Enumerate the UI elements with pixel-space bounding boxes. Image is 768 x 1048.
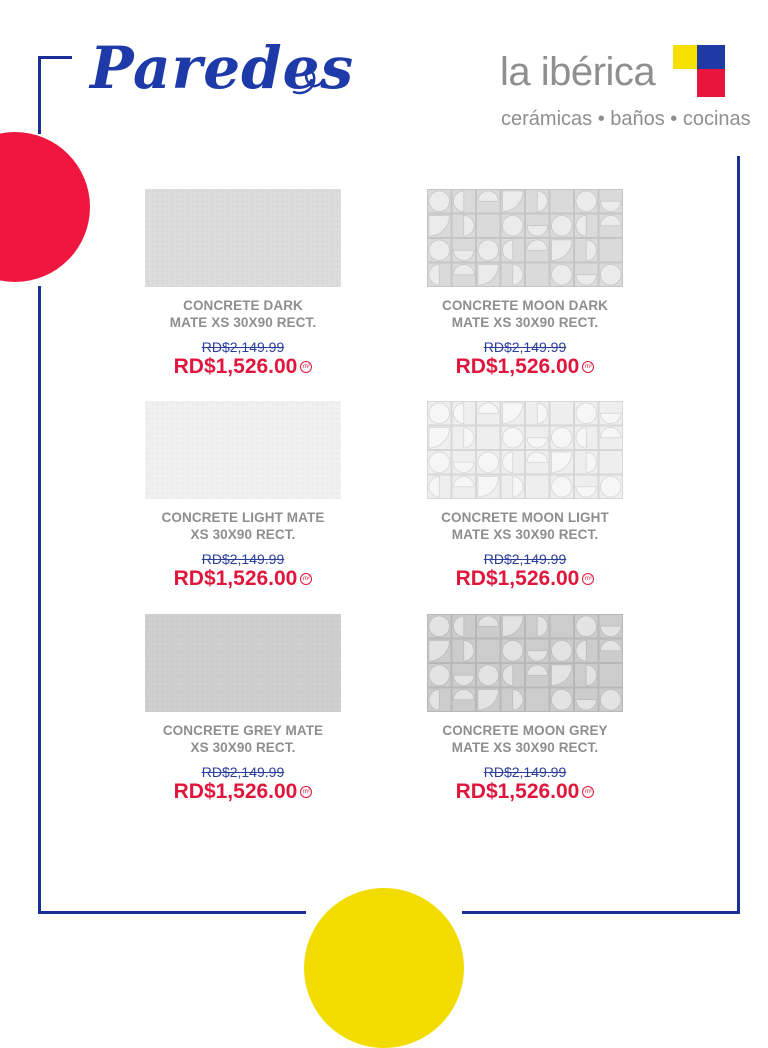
- product-name: CONCRETE MOON LIGHT MATE XS 30X90 RECT.: [441, 510, 609, 542]
- product-tile-image: [145, 401, 341, 499]
- product-name: CONCRETE GREY MATE XS 30X90 RECT.: [162, 723, 324, 755]
- product-tile-image: [427, 401, 623, 499]
- title-swash-decoration: [290, 62, 326, 102]
- red-circle-decoration: [0, 132, 90, 282]
- frame-bottom-right: [462, 911, 740, 914]
- logo-tagline: cerámicas • baños • cocinas: [501, 108, 751, 130]
- price-row: [145, 567, 341, 591]
- product-tile-image: [145, 189, 341, 287]
- old-price: RD$2,149.99: [483, 764, 567, 780]
- price-row: [145, 780, 341, 804]
- square-meter-unit-icon: m²: [582, 361, 594, 373]
- frame-bottom-left: [38, 911, 306, 914]
- sale-price: RD$1,526.00: [173, 355, 298, 378]
- frame-top-left: [38, 56, 72, 59]
- sale-price: RD$1,526.00: [455, 567, 580, 590]
- frame-left-lower: [38, 286, 41, 914]
- product-card[interactable]: [427, 401, 623, 591]
- square-meter-unit-icon: m²: [300, 786, 312, 798]
- old-price: RD$2,149.99: [201, 764, 285, 780]
- product-card[interactable]: [145, 401, 341, 591]
- yellow-circle-decoration: [304, 888, 464, 1048]
- product-card[interactable]: [145, 189, 341, 379]
- logo-name: la ibérica: [500, 50, 656, 94]
- frame-right: [737, 156, 740, 914]
- price-row: [427, 780, 623, 804]
- price-row: [427, 355, 623, 379]
- square-meter-unit-icon: m²: [300, 361, 312, 373]
- logo-flag-icon: [673, 45, 725, 97]
- old-price: RD$2,149.99: [201, 551, 285, 567]
- old-price: RD$2,149.99: [483, 339, 567, 355]
- page-title: Paredes: [90, 34, 355, 102]
- product-name: CONCRETE LIGHT MATE XS 30X90 RECT.: [161, 510, 325, 542]
- product-tile-image: [145, 614, 341, 712]
- sale-price: RD$1,526.00: [455, 355, 580, 378]
- product-card[interactable]: [427, 614, 623, 804]
- product-tile-image: [427, 189, 623, 287]
- old-price: RD$2,149.99: [201, 339, 285, 355]
- square-meter-unit-icon: m²: [582, 786, 594, 798]
- product-tile-image: [427, 614, 623, 712]
- frame-left-upper: [38, 56, 41, 134]
- product-name: CONCRETE DARK MATE XS 30X90 RECT.: [169, 298, 317, 330]
- product-name: CONCRETE MOON GREY MATE XS 30X90 RECT.: [442, 723, 608, 755]
- price-row: [145, 355, 341, 379]
- sale-price: RD$1,526.00: [173, 567, 298, 590]
- square-meter-unit-icon: m²: [582, 573, 594, 585]
- sale-price: RD$1,526.00: [173, 780, 298, 803]
- sale-price: RD$1,526.00: [455, 780, 580, 803]
- old-price: RD$2,149.99: [483, 551, 567, 567]
- product-card[interactable]: [427, 189, 623, 379]
- square-meter-unit-icon: m²: [300, 573, 312, 585]
- product-name: CONCRETE MOON DARK MATE XS 30X90 RECT.: [441, 298, 609, 330]
- price-row: [427, 567, 623, 591]
- product-card[interactable]: [145, 614, 341, 804]
